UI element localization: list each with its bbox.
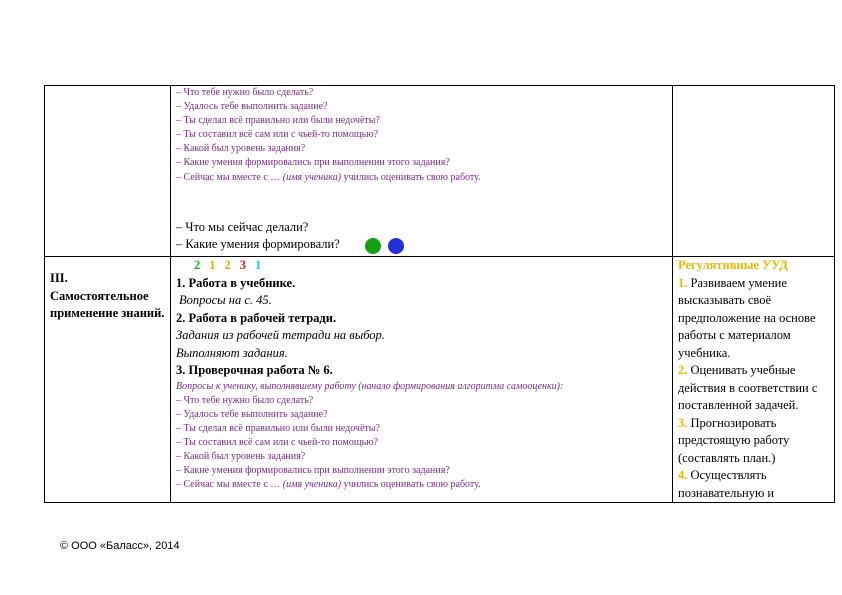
question-line: – Сейчас мы вместе с … (имя ученика) учились оценивать свою работу. (176, 479, 481, 491)
question-line: – Ты составил всё сам или с чьей-то помощью? (176, 436, 379, 448)
level-number: 2 (194, 258, 201, 272)
question-line: – Удалось тебе выполнить задание? (176, 408, 328, 420)
task-textbook-note: Вопросы на с. 45. (179, 293, 272, 307)
uud-cell-empty (673, 86, 835, 257)
question-line: – Какие умения формировались при выполнении этого задания? (176, 465, 450, 477)
activity-cell (171, 86, 673, 257)
table-row (45, 257, 835, 503)
blue-circle-icon (388, 238, 404, 254)
question-line: – Какой был уровень задания? (176, 450, 306, 462)
task-workbook-note: Выполняют задания. (176, 345, 288, 360)
task-textbook: 1. Работа в учебнике. (176, 275, 296, 290)
question-line: – Какой был уровень задания? (176, 143, 306, 155)
level-number: 1 (209, 258, 216, 272)
lesson-table (44, 85, 835, 503)
question-line: – Что тебе нужно было сделать? (176, 394, 314, 406)
self-check-questions (176, 380, 667, 493)
table-row (45, 86, 835, 257)
activity-cell (171, 257, 673, 503)
uud-item: 2. Оценивать учебные действия в соответствии с поставленной задачей. (678, 363, 818, 412)
what-skills-line (176, 236, 667, 254)
what-skills-question: – Какие умения формировали? (176, 237, 340, 252)
level-number: 2 (224, 258, 231, 272)
green-circle-icon (365, 238, 381, 254)
question-line: – Сейчас мы вместе с … (имя ученика) учились оценивать свою работу. (176, 171, 481, 183)
uud-item: 3. Прогнозировать предстоящую работу (составлять план.) (678, 415, 790, 465)
question-line: – Что тебе нужно было сделать? (176, 87, 314, 98)
stage-title: III. Самостоятельное применение знаний. (50, 271, 165, 320)
copyright-footer: © ООО «Баласс», 2014 (60, 540, 180, 552)
task-workbook-note: Задания из рабочей тетради на выбор. (176, 328, 385, 342)
level-number: 3 (239, 258, 246, 272)
questions-intro: Вопросы к ученику, выполнявшему работу (начало формирования алгоритма самооценки): (176, 380, 564, 392)
stage-cell-empty (45, 86, 171, 257)
uud-title: Регулятивные УУД (678, 258, 788, 272)
question-line: – Ты сделал всё правильно или были недочёты? (176, 115, 380, 127)
level-numbers (176, 257, 667, 275)
stage-cell (45, 257, 171, 503)
color-circles (365, 237, 411, 255)
uud-item: 4. Осуществлять познавательную и (678, 468, 775, 500)
task-workbook: 2. Работа в рабочей тетради. (176, 310, 337, 325)
question-line: – Удалось тебе выполнить задание? (176, 101, 328, 113)
uud-cell (673, 257, 835, 503)
level-number: 1 (255, 258, 262, 272)
question-line: – Какие умения формировались при выполнении этого задания? (176, 157, 450, 169)
question-line: – Ты составил всё сам или с чьей-то помощью? (176, 129, 379, 141)
what-did-question: – Что мы сейчас делали? (176, 219, 309, 234)
task-test: 3. Проверочная работа № 6. (176, 363, 333, 377)
question-line: – Ты сделал всё правильно или были недочёты? (176, 422, 380, 434)
self-check-questions (176, 86, 667, 185)
uud-item: 1. Развиваем умение высказывать своё предположение на основе работы с материалом учебника. (678, 275, 816, 360)
